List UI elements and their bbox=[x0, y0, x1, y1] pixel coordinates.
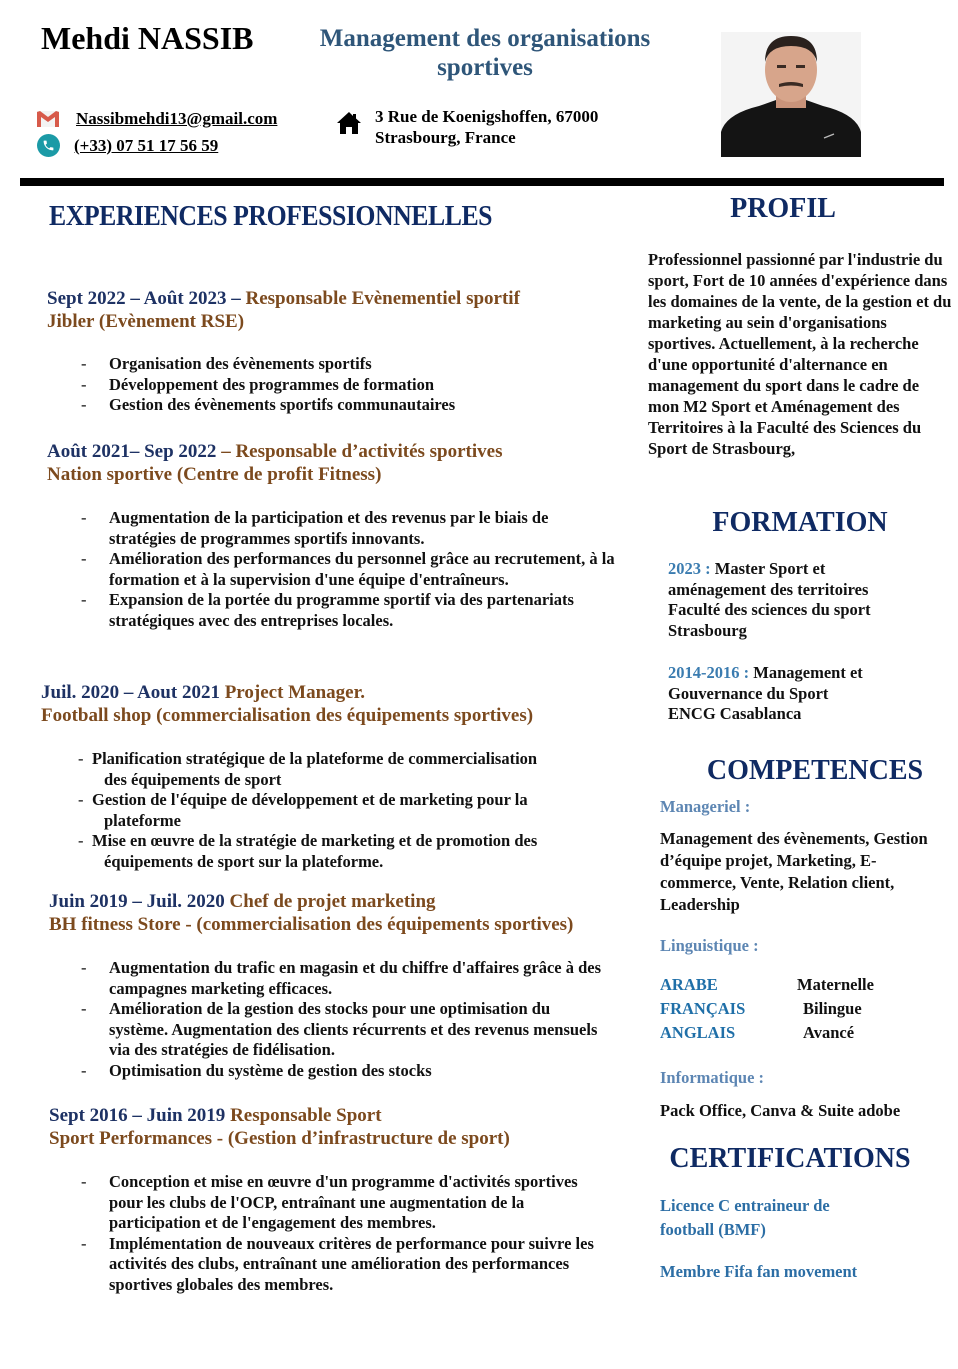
certification-item: Membre Fifa fan movement bbox=[660, 1262, 858, 1281]
certification-item: Licence C entraineur de football (BMF) bbox=[660, 1196, 830, 1239]
job-company: Football shop (commercialisation des équipements sportives) bbox=[41, 705, 534, 726]
home-icon bbox=[336, 111, 362, 135]
education-title: FORMATION bbox=[712, 507, 888, 538]
language-level: Maternelle bbox=[797, 975, 874, 994]
headline: Management des organisations sportives bbox=[319, 25, 651, 81]
managerial-label: Manageriel : bbox=[660, 797, 751, 816]
education-school: ENCG Casablanca bbox=[668, 704, 802, 723]
job-bullet: - Mise en œuvre de la stratégie de marketing et de promotion des équipements de sport sur la plateforme. bbox=[41, 831, 551, 872]
job-bullets bbox=[47, 354, 627, 416]
job-entry bbox=[41, 681, 631, 872]
job-header bbox=[49, 890, 639, 936]
job-bullet: - Implémentation de nouveaux critères de performance pour suivre les activités des clubs, entraînant une amélioration des performances sportives globales des membres. bbox=[47, 1234, 612, 1296]
language-name: FRANÇAIS bbox=[660, 999, 746, 1018]
address-row bbox=[336, 106, 598, 148]
job-bullets bbox=[47, 1172, 612, 1295]
job-bullet: - Planification stratégique de la plateforme de commercialisation des équipements de sport bbox=[41, 749, 551, 790]
job-role: Responsable Sport bbox=[230, 1105, 382, 1126]
job-bullet: - Optimisation du système de gestion des stocks bbox=[47, 1061, 612, 1082]
job-bullets bbox=[47, 508, 617, 631]
job-company: Nation sportive (Centre de profit Fitness) bbox=[47, 464, 382, 485]
language-row bbox=[660, 997, 920, 1021]
profile-title: PROFIL bbox=[730, 193, 836, 224]
language-row bbox=[660, 1021, 920, 1045]
phone-link[interactable]: (+33) 07 51 17 56 59 bbox=[74, 135, 219, 155]
language-level: Avancé bbox=[803, 1023, 855, 1042]
job-bullet: - Développement des programmes de formation bbox=[47, 375, 627, 396]
email-link[interactable]: Nassibmehdi13@gmail.com bbox=[76, 109, 278, 128]
profile-photo bbox=[721, 32, 861, 157]
job-bullet: - Amélioration des performances du personnel grâce au recrutement, à la formation et à la supervision d'une équipe d'entraîneurs. bbox=[47, 549, 617, 590]
job-dates: Sept 2022 – Août 2023 – bbox=[47, 288, 246, 309]
education-degree-line: Gouvernance du Sport bbox=[668, 683, 829, 703]
address-line-2: Strasbourg, France bbox=[375, 128, 516, 147]
job-dates: Sept 2016 – Juin 2019 bbox=[49, 1105, 231, 1126]
address bbox=[375, 106, 598, 148]
job-dates: Juin 2019 – Juil. 2020 bbox=[49, 891, 230, 912]
job-bullet: - Conception et mise en œuvre d'un programme d'activités sportives pour les clubs de l'OCP, entraînant une augmentation de la participation et de l'engagement des membres. bbox=[47, 1172, 612, 1234]
job-dates: Août 2021– Sep 2022 bbox=[47, 441, 222, 462]
job-company: Sport Performances - (Gestion d’infrastructure de sport) bbox=[49, 1128, 510, 1149]
job-bullet: - Gestion de l'équipe de développement et de marketing pour la plateforme bbox=[41, 790, 551, 831]
education-year: 2014-2016 : bbox=[668, 663, 750, 682]
phone-icon bbox=[37, 134, 60, 157]
job-company: Jibler (Evènement RSE) bbox=[47, 311, 245, 332]
languages-list bbox=[660, 973, 920, 1045]
education-item bbox=[668, 663, 948, 725]
job-entry bbox=[49, 890, 639, 1081]
job-bullet: - Amélioration de la gestion des stocks pour une optimisation du système. Augmentation des clients récurrents et des revenus mensuels via des stratégies de fidélisation. bbox=[47, 999, 612, 1061]
language-level: Bilingue bbox=[803, 999, 862, 1018]
job-header bbox=[49, 1104, 639, 1150]
skills-title: COMPETENCES bbox=[706, 755, 924, 786]
languages-label: Linguistique : bbox=[660, 936, 759, 955]
job-bullet: - Gestion des évènements sportifs communautaires bbox=[47, 395, 627, 416]
job-bullets bbox=[47, 958, 612, 1081]
job-bullets bbox=[41, 749, 551, 872]
gmail-icon bbox=[37, 110, 59, 128]
job-bullet: - Expansion de la portée du programme sportif via des partenariats stratégiques avec des entreprises locales. bbox=[47, 590, 617, 631]
job-header bbox=[47, 287, 627, 333]
job-bullet: - Augmentation du trafic en magasin et du chiffre d'affaires grâce à des campagnes marketing efficaces. bbox=[47, 958, 612, 999]
job-role: Responsable Evènementiel sportif bbox=[245, 288, 520, 309]
language-row bbox=[660, 973, 920, 997]
education-city: Strasbourg bbox=[668, 620, 747, 640]
profile-text: Professionnel passionné par l'industrie du sport, Fort de 10 années d'expérience dans les domaines de la vente, de la gestion et du marketing au sein d'organisations sportives. Actuellement, à la recherche d'une opportunité d'alternance en management du sport dans le cadre de mon M2 Sport et Aménagement des Territoires à la Faculté des Sciences du Sport de Strasbourg, bbox=[648, 250, 952, 458]
it-skills: Pack Office, Canva & Suite adobe bbox=[660, 1101, 901, 1120]
header-divider-right bbox=[698, 178, 944, 186]
certifications-title: CERTIFICATIONS bbox=[669, 1143, 911, 1174]
candidate-name: Mehdi NASSIB bbox=[41, 20, 254, 56]
job-role: Project Manager. bbox=[224, 682, 366, 703]
job-entry bbox=[47, 440, 627, 631]
education-degree: Master Sport et bbox=[710, 559, 826, 578]
job-bullet: - Organisation des évènements sportifs bbox=[47, 354, 627, 375]
education-item bbox=[668, 559, 948, 641]
education-degree: Management et bbox=[749, 663, 863, 682]
header-divider bbox=[20, 178, 698, 186]
experience-title: EXPERIENCES PROFESSIONNELLES bbox=[49, 201, 493, 232]
job-role: Chef de projet marketing bbox=[229, 891, 436, 912]
language-name: ANGLAIS bbox=[660, 1023, 736, 1042]
email-row bbox=[37, 109, 277, 129]
job-bullet: - Augmentation de la participation et des revenus par le biais de stratégies de programmes sportifs innovants. bbox=[47, 508, 617, 549]
job-header bbox=[41, 681, 631, 727]
phone-row bbox=[37, 134, 218, 157]
education-school: Faculté des sciences du sport bbox=[668, 600, 871, 619]
language-name: ARABE bbox=[660, 975, 718, 994]
managerial-skills: Management des évènements, Gestion d’équipe projet, Marketing, E-commerce, Vente, Relation client, Leadership bbox=[660, 829, 928, 914]
job-entry bbox=[49, 1104, 639, 1295]
education-degree-line: aménagement des territoires bbox=[668, 579, 869, 599]
address-line-1: 3 Rue de Koenigshoffen, 67000 bbox=[375, 107, 599, 126]
job-header bbox=[47, 440, 627, 486]
job-dates: Juil. 2020 – Aout 2021 bbox=[41, 682, 225, 703]
job-entry bbox=[47, 287, 627, 416]
it-label: Informatique : bbox=[660, 1068, 765, 1087]
job-role: – Responsable d’activités sportives bbox=[221, 441, 503, 462]
job-company: BH fitness Store - (commercialisation des équipements sportives) bbox=[49, 914, 574, 935]
education-year: 2023 : bbox=[668, 559, 711, 578]
